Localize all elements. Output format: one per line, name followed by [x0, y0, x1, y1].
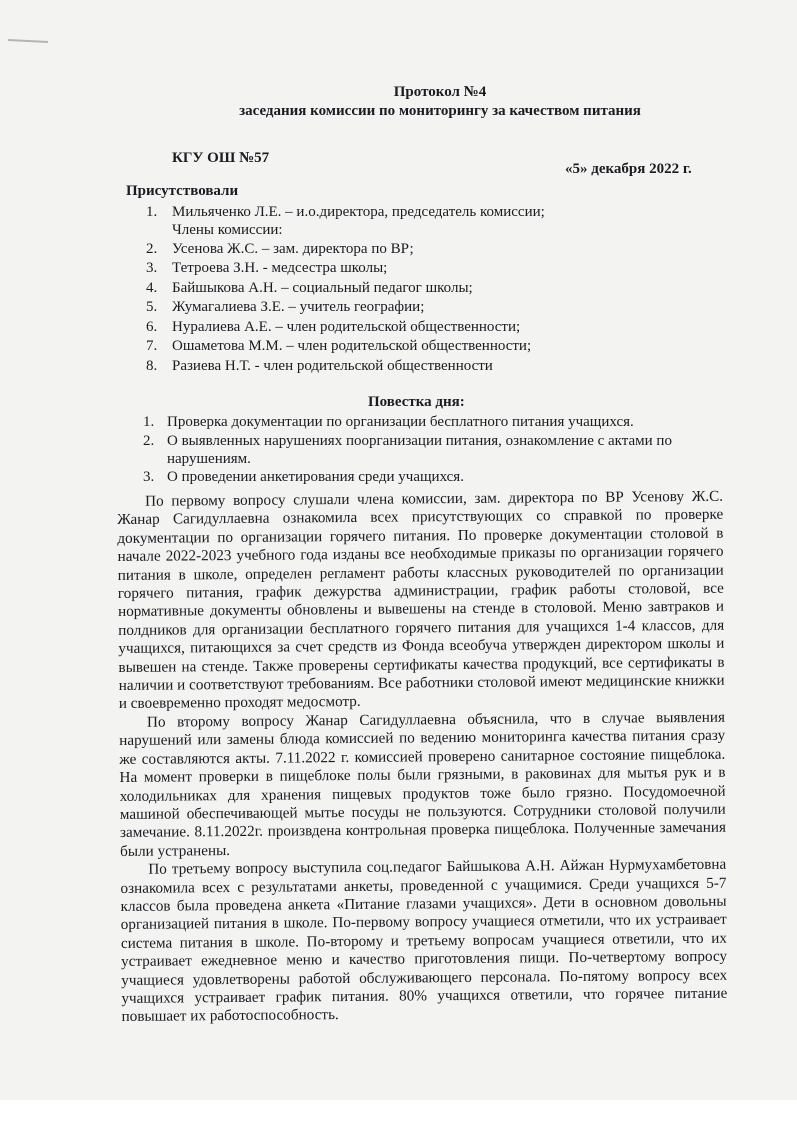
agenda-number: 1. — [143, 414, 155, 430]
attendee-item — [146, 279, 473, 297]
attendee-item — [146, 357, 493, 375]
attendee-text: Нуралиева А.Е. – член родительской общественности; — [172, 319, 521, 335]
agenda-item — [143, 413, 723, 431]
attendee-item — [146, 203, 545, 221]
attendee-number: 1. — [146, 204, 158, 220]
agenda-heading: Повестка дня: — [368, 394, 465, 410]
agenda-text: Проверка документации по организации бесплатного питания учащихся. — [167, 414, 634, 430]
paragraph-second-question: По второму вопросу Жанар Сагидуллаевна объяснила, что в случае выявления нарушений или замены блюда комиссией по ведению мониторинга качества питания сразу же составляются акты. 7.11.2022 г. комиссией проверено санитарное состояние пищеблока. На момент проверки в пищеблоке полы были грязными, в раковинах для мытья рук и в холодильниках для хранения пищевых продуктов тоже было грязно. Посудомоечной машиной обеспечивающей мытье посуды не пользуются. Сотрудники столовой получили замечание. 8.11.2022г. произвдена контрольная проверка пищеблока. Полученные замечания были устранены. — [119, 708, 727, 860]
attendee-number: 3. — [146, 260, 158, 276]
attendees-heading: Присутствовали — [126, 183, 239, 199]
attendee-number: 7. — [146, 338, 158, 354]
attendee-text: Жумагалиева З.Е. – учитель географии; — [172, 299, 425, 315]
attendee-text: Ошаметова М.М. – член родительской общественности; — [172, 338, 532, 354]
attendee-text: Усенова Ж.С. – зам. директора по ВР; — [172, 241, 414, 257]
agenda-item — [143, 432, 723, 468]
agenda-number: 2. — [143, 433, 155, 449]
pencil-mark — [8, 39, 48, 43]
agenda-item — [143, 468, 723, 486]
attendee-number: 2. — [146, 241, 158, 257]
attendee-number: 4. — [146, 280, 158, 296]
agenda-text: О выявленных нарушениях поорганизации питания, ознакомление с актами по нарушениям. — [167, 433, 672, 467]
school-name: КГУ ОШ №57 — [172, 150, 270, 166]
document-subtitle: заседания комиссии по мониторингу за качеством питания — [239, 103, 641, 119]
attendee-item — [146, 337, 531, 355]
paragraph-first-question: По первому вопросу слушали члена комиссии, зам. директора по ВР Усенову Ж.С. Жанар Сагидуллаевна ознакомила всех присутствующих со справкой по проверке документации по организации горячего питания. По проверке документации столовой в начале 2022-2023 учебного года изданы все необходимые приказы по организации горячего питания в школе, определен регламент работы классных руководителей по организации горячего питания, график дежурства администрации, график работы столовой, все нормативные документы обновлены и вывешены на стенде в столовой. Меню завтраков и полдников для организации бесплатного горячего питания для учащихся 1-4 классов, для учащихся, питающихся за счет средств из Фонда всеобуча утвержден директором школы и вывешен на стенде. Также проверены сертификаты качества продукций, все сертификаты в наличии и соответствуют требованиям. Все работники столовой имеют медицинские книжки и своевременно проходят медосмотр. — [117, 487, 725, 713]
attendee-number: 6. — [146, 319, 158, 335]
document-title: Протокол №4 — [393, 84, 487, 100]
attendee-number: 5. — [146, 299, 158, 315]
attendee-item — [146, 298, 424, 316]
attendee-text: Разиева Н.Т. - член родительской общественности — [172, 358, 493, 374]
attendee-item — [146, 240, 414, 258]
protocol-body — [117, 488, 728, 1027]
agenda-number: 3. — [143, 469, 155, 485]
document-date: «5» декабря 2022 г. — [565, 161, 692, 177]
agenda-text: О проведении анкетирования среди учащихся. — [167, 469, 464, 485]
attendee-number: 8. — [146, 358, 158, 374]
attendee-text: Тетроева З.Н. - медсестра школы; — [172, 260, 388, 276]
paragraph-third-question: По третьему вопросу выступила соц.педагог Байшыкова А.Н. Айжан Нурмухамбетовна ознакомила всех с результатами анкеты, проведенной с учащимися. Среди учащихся 5-7 классов была проведена анкета «Питание глазами учащихся». Дети в основном довольны организацией питания в школе. По-первому вопросу учащиеся отметили, что их устраивает система питания в школе. По-второму и третьему вопросам учащиеся ответили, что их устраивает ежедневное меню и качество приготовления пищи. По-четвертому вопросу учащиеся удовлетворены работой обслуживающего персонала. По-пятому вопросу всех учащихся устраивает график питания. 80% учащихся ответили, что горячее питание повышает их работоспособность. — [120, 855, 728, 1026]
attendee-item — [146, 259, 387, 277]
attendee-item — [146, 318, 520, 336]
attendee-text: Байшыкова А.Н. – социальный педагог школы; — [172, 280, 473, 296]
page-bottom-margin — [0, 1100, 797, 1128]
attendee-text: Мильяченко Л.Е. – и.о.директора, председатель комиссии; — [172, 204, 545, 220]
members-label: Члены комиссии: — [172, 222, 283, 238]
